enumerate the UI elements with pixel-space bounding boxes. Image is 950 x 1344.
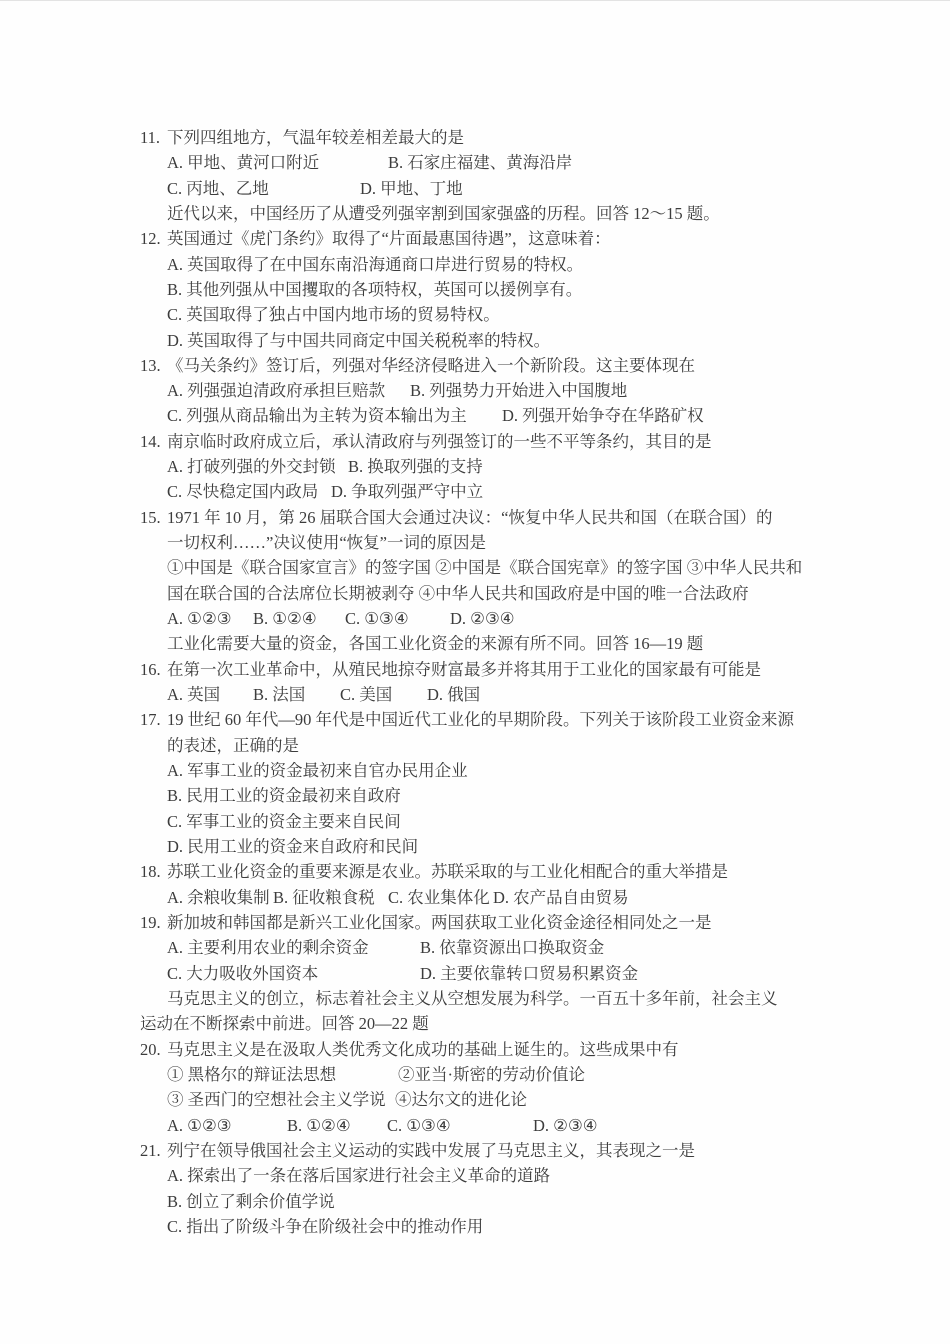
option-text: B. ①②④ [253,609,317,628]
question-number: 18. [140,862,161,881]
option-text: D. ②③④ [533,1116,598,1135]
option-text: A. 英国 [167,685,221,704]
paragraph-text: 运动在不断探索中前进。回答 20—22 题 [140,1014,429,1033]
question-number: 17. [140,710,161,729]
question-text: 的表述，正确的是 [167,736,299,755]
option-text: A. 英国取得了在中国东南沿海通商口岸进行贸易的特权。 [167,255,584,274]
option-text: A. 主要利用农业的剩余资金 [167,938,369,957]
option-text: C. 指出了阶级斗争在阶级社会中的推动作用 [167,1217,484,1236]
option-text: B. 依靠资源出口换取资金 [420,938,605,957]
option-text: A. ①②③ [167,609,232,628]
question-text: 列宁在领导俄国社会主义运动的实践中发展了马克思主义，其表现之一是 [167,1141,695,1160]
option-text: D. ②③④ [450,609,515,628]
option-text: B. ①②④ [287,1116,351,1135]
question-number: 19. [140,913,161,932]
question-text: 19 世纪 60 年代—90 年代是中国近代工业化的早期阶段。下列关于该阶段工业资金来源 [167,710,794,729]
option-text: B. 法国 [253,685,306,704]
option-text: C. 列强从商品输出为主转为资本输出为主 [167,406,467,425]
option-text: B. 民用工业的资金最初来自政府 [167,786,401,805]
question-number: 13. [140,356,161,375]
option-text: A. 军事工业的资金最初来自官办民用企业 [167,761,468,780]
question-text: 英国通过《虎门条约》取得了“片面最惠国待遇”，这意味着： [167,229,611,248]
option-text: C. 大力吸收外国资本 [167,964,319,983]
option-text: C. 丙地、乙地 [167,179,269,198]
paragraph-text: 马克思主义的创立，标志着社会主义从空想发展为科学。一百五十多年前，社会主义 [167,989,778,1008]
option-text: B. 其他列强从中国攫取的各项特权，英国可以援例享有。 [167,280,583,299]
question-number: 21. [140,1141,161,1160]
option-text: A. 甲地、黄河口附近 [167,153,320,172]
question-text: 苏联工业化资金的重要来源是农业。苏联采取的与工业化相配合的重大举措是 [167,862,728,881]
question-text: 1971 年 10 月，第 26 届联合国大会通过决议：“恢复中华人民共和国（在联合国）的 [167,508,773,527]
option-text: B. 创立了剩余价值学说 [167,1192,335,1211]
option-text: B. 列强势力开始进入中国腹地 [410,381,628,400]
option-text: D. 农产品自由贸易 [493,888,629,907]
option-text: A. 打破列强的外交封锁 [167,457,336,476]
list-item-text: ①中国是《联合国家宣言》的签字国 ②中国是《联合国宪章》的签字国 ③中华人民共和 [167,558,803,577]
option-text: A. 探索出了一条在落后国家进行社会主义革命的道路 [167,1166,551,1185]
question-number: 11. [140,128,161,147]
option-text: B. 石家庄福建、黄海沿岸 [388,153,573,172]
question-text: 下列四组地方，气温年较差相差最大的是 [167,128,464,147]
option-text: B. 换取列强的支持 [348,457,483,476]
question-number: 20. [140,1040,161,1059]
option-text: C. ①③④ [345,609,409,628]
list-item-text: ① 黑格尔的辩证法思想 [167,1065,337,1084]
paragraph-text: 工业化需要大量的资金，各国工业化资金的来源有所不同。回答 16—19 题 [167,634,704,653]
option-text: D. 英国取得了与中国共同商定中国关税税率的特权。 [167,331,551,350]
option-text: A. 列强强迫清政府承担巨赔款 [167,381,386,400]
option-text: C. 农业集体化 [388,888,490,907]
question-text: 《马关条约》签订后，列强对华经济侵略进入一个新阶段。这主要体现在 [167,356,695,375]
question-text: 新加坡和韩国都是新兴工业化国家。两国获取工业化资金途径相同处之一是 [167,913,712,932]
question-number: 12. [140,229,161,248]
option-text: A. ①②③ [167,1116,232,1135]
option-text: D. 列强开始争夺在华路矿权 [502,406,704,425]
question-number: 16. [140,660,161,679]
question-text: 一切权利……”决议使用“恢复”一词的原因是 [167,533,486,552]
option-text: C. 尽快稳定国内政局 [167,482,319,501]
question-number: 15. [140,508,161,527]
option-text: B. 征收粮食税 [273,888,375,907]
option-text: D. 民用工业的资金来自政府和民间 [167,837,419,856]
question-text: 在第一次工业革命中，从殖民地掠夺财富最多并将其用于工业化的国家最有可能是 [167,660,761,679]
option-text: C. 英国取得了独占中国内地市场的贸易特权。 [167,305,500,324]
option-text: C. 军事工业的资金主要来自民间 [167,812,401,831]
option-text: C. ①③④ [387,1116,451,1135]
question-number: 14. [140,432,161,451]
list-item-text: ④达尔文的进化论 [395,1090,527,1109]
question-text: 南京临时政府成立后，承认清政府与列强签订的一些不平等条约，其目的是 [167,432,712,451]
option-text: D. 甲地、丁地 [360,179,463,198]
option-text: D. 俄国 [427,685,481,704]
list-item-text: ③ 圣西门的空想社会主义学说 [167,1090,386,1109]
option-text: A. 余粮收集制 [167,888,270,907]
option-text: D. 争取列强严守中立 [331,482,484,501]
option-text: D. 主要依靠转口贸易积累资金 [420,964,639,983]
list-item-text: ②亚当·斯密的劳动价值论 [398,1065,585,1084]
paragraph-text: 近代以来，中国经历了从遭受列强宰割到国家强盛的历程。回答 12～15 题。 [167,204,720,223]
question-text: 马克思主义是在汲取人类优秀文化成功的基础上诞生的。这些成果中有 [167,1040,679,1059]
option-text: C. 美国 [340,685,393,704]
list-item-text: 国在联合国的合法席位长期被剥夺 ④中华人民共和国政府是中国的唯一合法政府 [167,584,749,603]
